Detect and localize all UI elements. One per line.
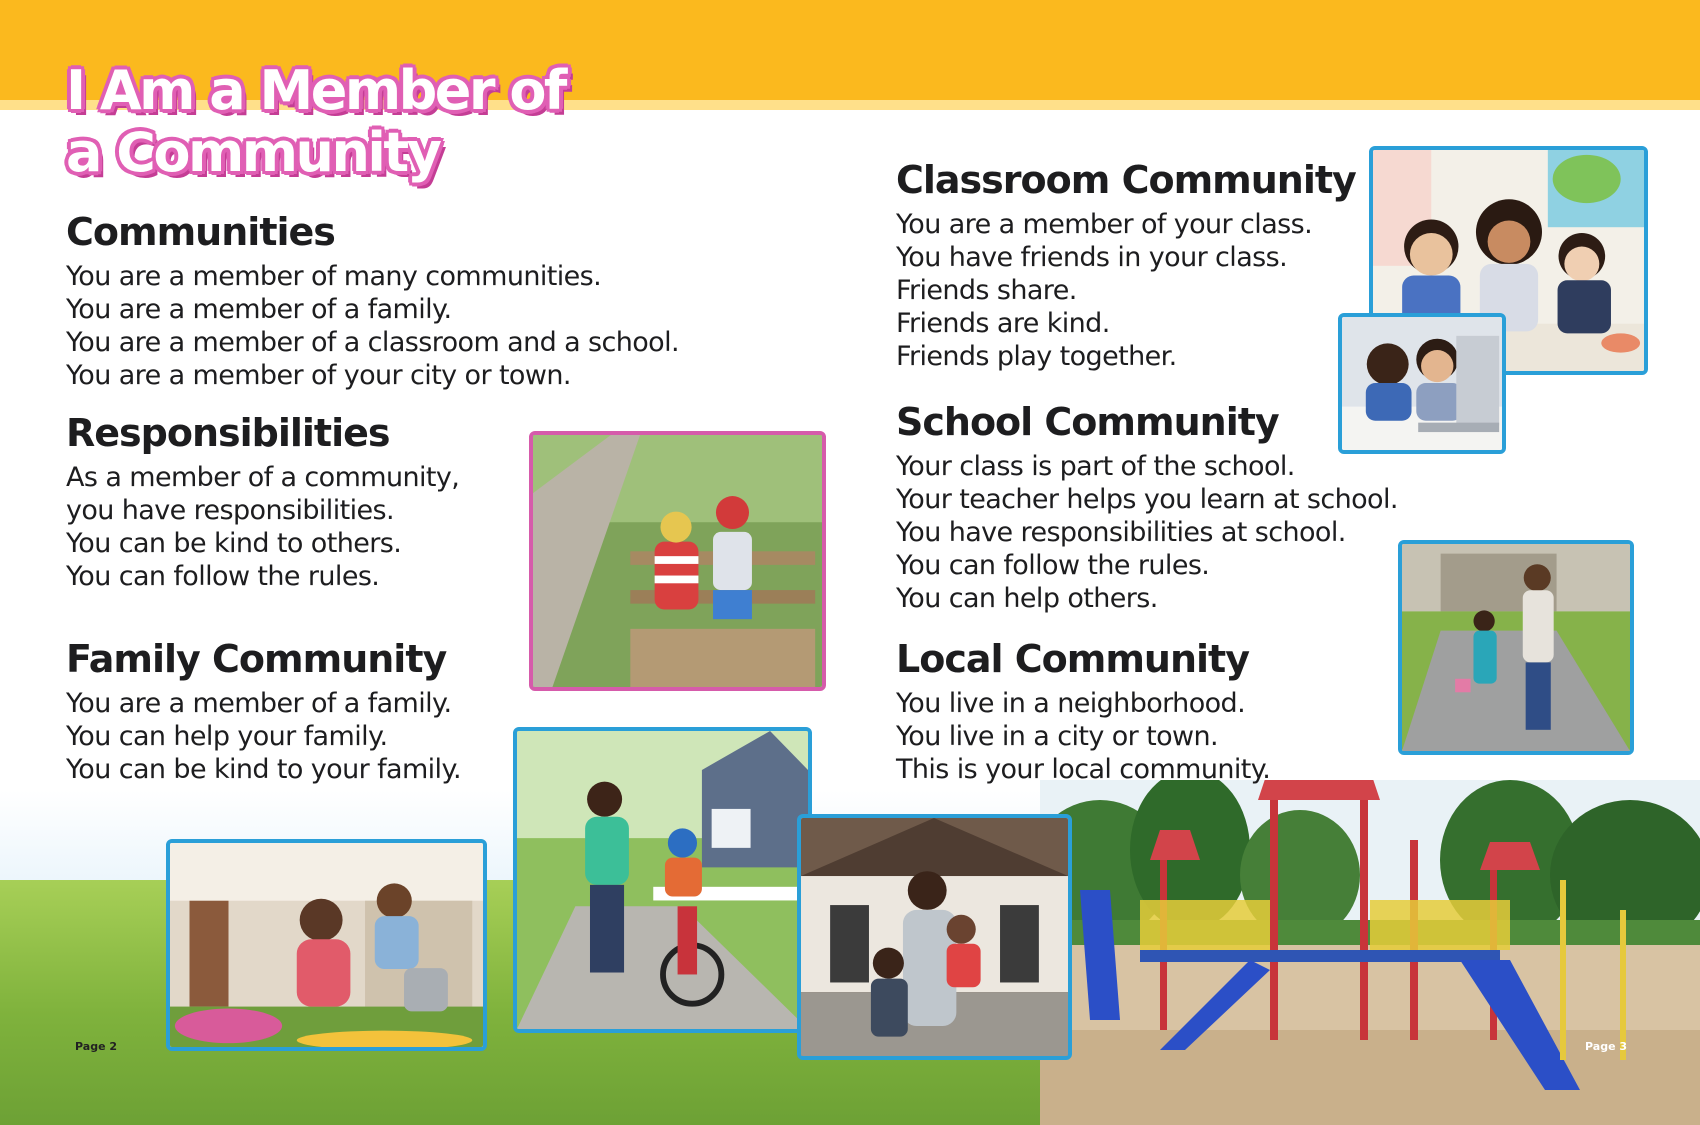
page-number-right: Page 3 [1585, 1040, 1628, 1053]
page-title-line-2: a Community [66, 121, 440, 184]
mother-children-photo [797, 814, 1072, 1060]
responsibilities-section [66, 411, 459, 593]
page-title-line-1: I Am a Member of [66, 59, 565, 122]
page-number-left: Page 2 [75, 1040, 118, 1053]
communities-heading: Communities [66, 210, 335, 254]
text-line: You can follow the rules. [896, 550, 1210, 581]
text-line: Your teacher helps you learn at school. [896, 484, 1398, 515]
text-line: You are a member of a family. [66, 294, 452, 325]
text-line: You live in a city or town. [896, 721, 1218, 752]
text-line: You can be kind to others. [66, 528, 402, 559]
children-stairs-photo [529, 431, 826, 691]
family-gardening-photo [166, 839, 487, 1051]
playground-image [1040, 780, 1700, 1125]
responsibilities-heading: Responsibilities [66, 411, 390, 455]
text-line: you have responsibilities. [66, 495, 394, 526]
text-line: You are a member of a family. [66, 688, 452, 719]
text-line: Your class is part of the school. [896, 451, 1295, 482]
text-line: You are a member of many communities. [66, 261, 602, 292]
text-line: You can help your family. [66, 721, 388, 752]
text-line: You can be kind to your family. [66, 754, 461, 785]
text-line: You are a member of a classroom and a school. [66, 327, 679, 358]
text-line: Friends play together. [896, 341, 1177, 372]
classroom-community-heading: Classroom Community [896, 158, 1356, 202]
text-line: This is your local community. [896, 754, 1271, 785]
text-line: You live in a neighborhood. [896, 688, 1246, 719]
text-line: As a member of a community, [66, 462, 460, 493]
father-daughter-walk-photo [1398, 540, 1634, 755]
school-community-heading: School Community [896, 400, 1279, 444]
communities-section [66, 210, 679, 392]
local-community-heading: Local Community [896, 637, 1249, 681]
page-title [66, 60, 565, 184]
school-community-section [896, 400, 1398, 615]
text-line: You are a member of your city or town. [66, 360, 571, 391]
text-line: You have friends in your class. [896, 242, 1288, 273]
text-line: Friends share. [896, 275, 1077, 306]
text-line: You have responsibilities at school. [896, 517, 1346, 548]
text-line: You can help others. [896, 583, 1158, 614]
local-community-section [896, 637, 1270, 786]
boys-laptop-photo [1338, 313, 1506, 454]
family-community-heading: Family Community [66, 637, 447, 681]
text-line: Friends are kind. [896, 308, 1110, 339]
text-line: You are a member of your class. [896, 209, 1313, 240]
text-line: You can follow the rules. [66, 561, 380, 592]
family-community-section [66, 637, 461, 786]
father-bike-photo [513, 727, 812, 1033]
classroom-community-section [896, 158, 1356, 373]
